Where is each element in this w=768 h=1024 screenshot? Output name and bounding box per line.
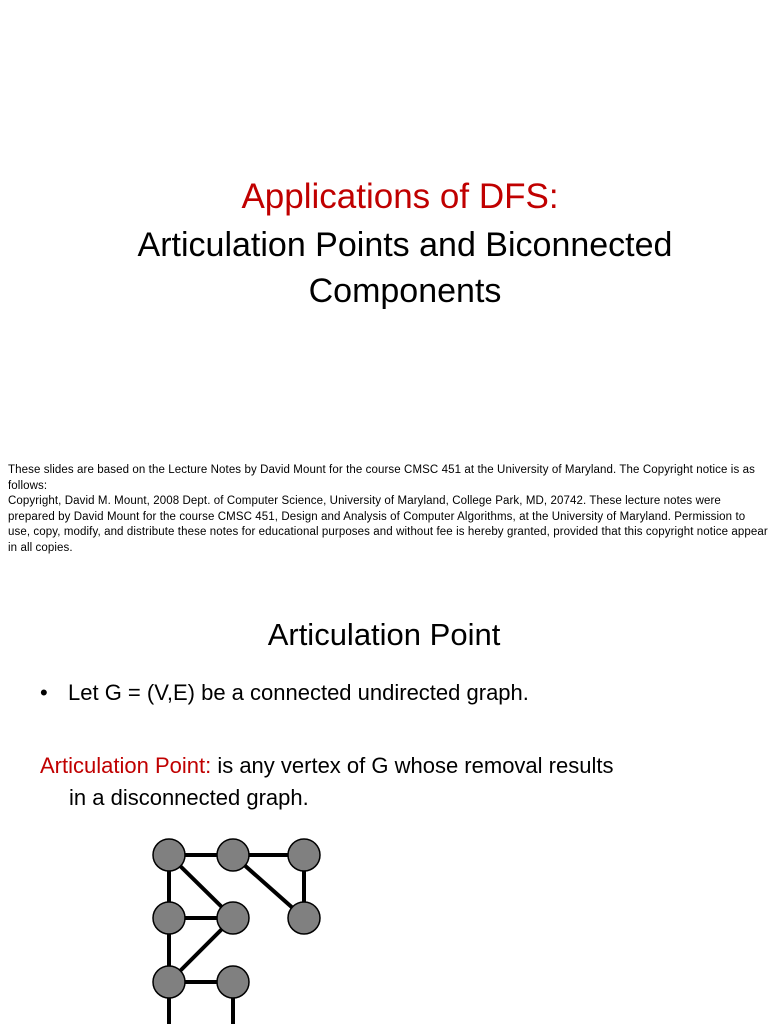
slide2-title: Articulation Point <box>267 617 501 652</box>
graph-diagram <box>0 820 768 1024</box>
bullet-text: Let G = (V,E) be a connected undirected graph. <box>68 680 529 705</box>
slide1-title-subtitle <box>0 222 768 314</box>
graph-vertex <box>217 902 249 934</box>
definition-text-line2: in a disconnected graph. <box>69 785 309 810</box>
bullet-item <box>40 675 529 711</box>
notice-copyright: Copyright, David M. Mount, 2008 Dept. of Computer Science, University of Maryland, College Park, MD, 20742. These lecture notes were prepared by David Mount for the course CMSC 451, Design and Analysis of Computer Algorithms, at the University of Maryland. Permission to use, copy, modify, and distribute these notes for educational purposes and without fee is hereby granted, provided that this copyright notice appear in all copies. <box>8 495 768 554</box>
graph-vertex <box>288 902 320 934</box>
graph-vertex <box>288 839 320 871</box>
graph-vertex <box>153 966 185 998</box>
definition <box>40 750 740 814</box>
definition-term: Articulation Point: <box>40 753 212 778</box>
slide1-title-line1: Applications of DFS: <box>241 177 559 216</box>
notice-intro: These slides are based on the Lecture Notes by David Mount for the course CMSC 451 at the University of Maryland. The Copyright notice is as follows: <box>8 464 755 492</box>
definition-text-line1: is any vertex of G whose removal results <box>211 753 614 778</box>
slide1-title-line3: Components <box>308 272 502 310</box>
graph-vertex <box>217 839 249 871</box>
slide1-title-line2: Articulation Points and Biconnected <box>137 226 673 264</box>
graph-vertex <box>153 902 185 934</box>
graph-vertex <box>153 839 185 871</box>
bullet-symbol: • <box>40 680 48 705</box>
graph-vertex <box>217 966 249 998</box>
copyright-notice <box>8 463 768 556</box>
